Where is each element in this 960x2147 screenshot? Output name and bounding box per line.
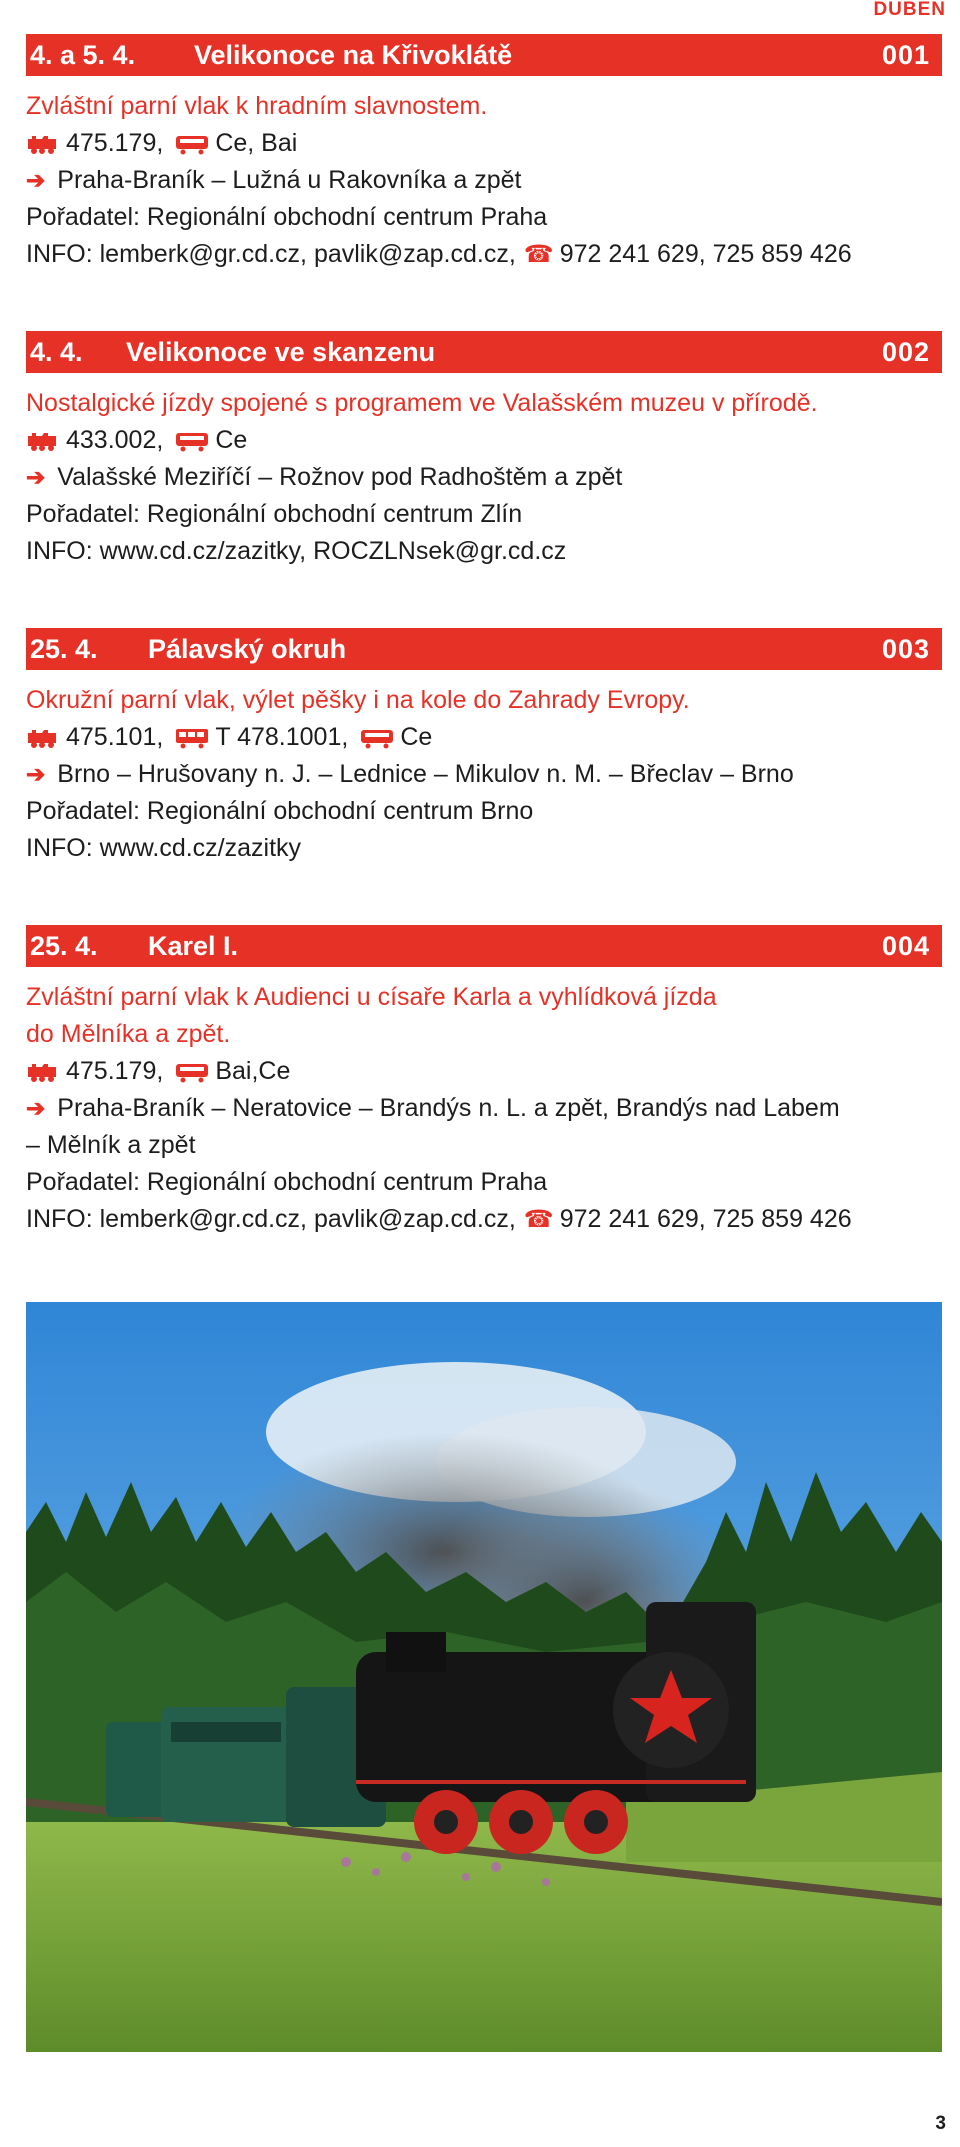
event-number: 002 bbox=[881, 336, 930, 367]
info-text: INFO: lemberk@gr.cd.cz, pavlik@zap.cd.cz, bbox=[26, 240, 516, 268]
event-header-bar bbox=[26, 331, 942, 373]
event-route bbox=[26, 756, 942, 793]
event-vehicles bbox=[26, 125, 942, 162]
car-types: Ce bbox=[400, 723, 433, 751]
event-header-bar bbox=[26, 925, 942, 967]
phone-numbers: 972 241 629, 725 859 426 bbox=[559, 240, 852, 268]
event-title: Karel I. bbox=[148, 930, 239, 961]
engine-number: 475.101, bbox=[66, 723, 164, 751]
route-text: Valašské Meziříčí – Rožnov pod Radhoštěm a zpět bbox=[57, 463, 623, 491]
phone-numbers: 972 241 629, 725 859 426 bbox=[559, 1205, 852, 1233]
event-title: Velikonoce na Křivoklátě bbox=[194, 39, 513, 70]
route-arrow-icon: ➔ bbox=[26, 167, 46, 193]
event-date: 4. a 5. 4. bbox=[30, 39, 136, 70]
event-title: Pálavský okruh bbox=[148, 633, 347, 664]
event-title: Velikonoce ve skanzenu bbox=[126, 336, 436, 367]
event-vehicles bbox=[26, 719, 942, 756]
event-003 bbox=[26, 628, 942, 867]
event-description: Zvláštní parní vlak k hradním slavnostem. bbox=[26, 92, 488, 120]
passenger-car-icon bbox=[175, 430, 209, 452]
event-route bbox=[26, 459, 942, 496]
event-header-bar bbox=[26, 34, 942, 76]
steam-locomotive-icon bbox=[26, 1061, 60, 1083]
event-description: Zvláštní parní vlak k Audienci u císaře Karla a vyhlídková jízda bbox=[26, 983, 717, 1011]
event-vehicles bbox=[26, 1053, 942, 1090]
page-number: 3 bbox=[935, 2113, 946, 2134]
event-route-continued: – Mělník a zpět bbox=[26, 1131, 196, 1159]
event-number: 001 bbox=[881, 39, 930, 70]
railcar-number: T 478.1001, bbox=[215, 723, 349, 751]
phone-icon: ☎ bbox=[523, 1206, 554, 1233]
steam-locomotive-icon bbox=[26, 727, 60, 749]
event-route bbox=[26, 162, 942, 199]
event-description-continued: do Mělníka a zpět. bbox=[26, 1020, 231, 1048]
route-text: Praha-Braník – Neratovice – Brandýs n. L. a zpět, Brandýs nad Labem bbox=[57, 1094, 840, 1122]
engine-number: 475.179, bbox=[66, 1057, 164, 1085]
car-types: Ce, Bai bbox=[215, 129, 298, 157]
event-date: 25. 4. bbox=[30, 930, 98, 961]
event-route bbox=[26, 1090, 942, 1127]
car-types: Bai,Ce bbox=[215, 1057, 291, 1085]
route-arrow-icon: ➔ bbox=[26, 761, 46, 787]
month-label: DUBEN bbox=[873, 0, 946, 20]
event-date: 4. 4. bbox=[30, 336, 83, 367]
event-date: 25. 4. bbox=[30, 633, 98, 664]
event-description: Okružní parní vlak, výlet pěšky i na kole do Zahrady Evropy. bbox=[26, 686, 690, 714]
engine-number: 433.002, bbox=[66, 426, 164, 454]
event-info bbox=[26, 236, 942, 273]
passenger-car-icon bbox=[175, 1061, 209, 1083]
railcar-icon bbox=[175, 727, 209, 749]
event-001 bbox=[26, 34, 942, 273]
event-002 bbox=[26, 331, 942, 570]
passenger-car-icon bbox=[360, 727, 394, 749]
car-types: Ce bbox=[215, 426, 248, 454]
event-organizer: Pořadatel: Regionální obchodní centrum Brno bbox=[26, 797, 534, 825]
event-number: 003 bbox=[881, 633, 930, 664]
route-text: Brno – Hrušovany n. J. – Lednice – Mikulov n. M. – Břeclav – Brno bbox=[57, 760, 794, 788]
route-text: Praha-Braník – Lužná u Rakovníka a zpět bbox=[57, 166, 522, 194]
event-organizer: Pořadatel: Regionální obchodní centrum Praha bbox=[26, 203, 548, 231]
event-vehicles bbox=[26, 422, 942, 459]
steam-train-photo bbox=[26, 1302, 942, 2052]
engine-number: 475.179, bbox=[66, 129, 164, 157]
event-organizer: Pořadatel: Regionální obchodní centrum Praha bbox=[26, 1168, 548, 1196]
steam-locomotive-icon bbox=[26, 430, 60, 452]
event-header-bar bbox=[26, 628, 942, 670]
event-description: Nostalgické jízdy spojené s programem ve Valašském muzeu v přírodě. bbox=[26, 389, 818, 417]
passenger-car-icon bbox=[175, 133, 209, 155]
route-arrow-icon: ➔ bbox=[26, 464, 46, 490]
event-number: 004 bbox=[881, 930, 930, 961]
steam-locomotive-icon bbox=[26, 133, 60, 155]
info-text: INFO: lemberk@gr.cd.cz, pavlik@zap.cd.cz, bbox=[26, 1205, 516, 1233]
route-arrow-icon: ➔ bbox=[26, 1095, 46, 1121]
event-info bbox=[26, 1201, 942, 1238]
phone-icon: ☎ bbox=[523, 241, 554, 268]
event-info: INFO: www.cd.cz/zazitky bbox=[26, 834, 302, 862]
event-004 bbox=[26, 925, 942, 1238]
event-organizer: Pořadatel: Regionální obchodní centrum Zlín bbox=[26, 500, 523, 528]
event-info: INFO: www.cd.cz/zazitky, ROCZLNsek@gr.cd.cz bbox=[26, 537, 567, 565]
